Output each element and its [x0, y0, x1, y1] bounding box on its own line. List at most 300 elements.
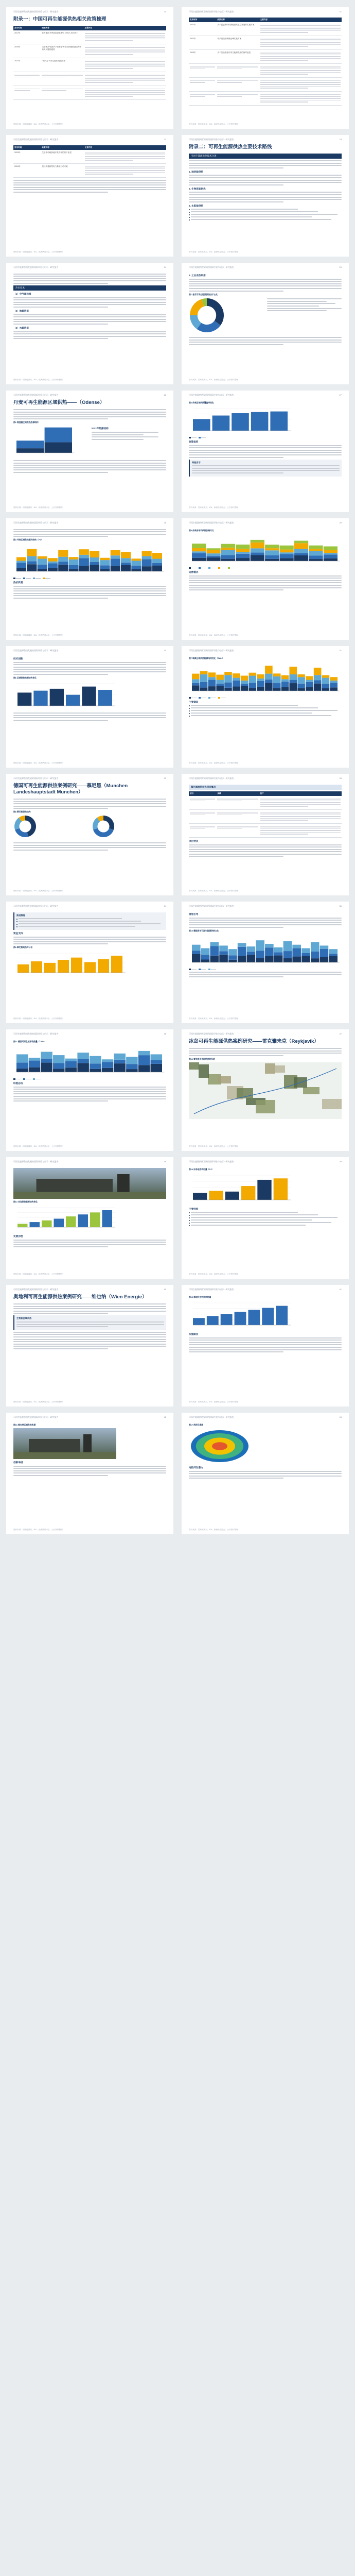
bar-segment [330, 687, 338, 691]
text-line [189, 922, 342, 923]
figure-note: 2022年热源结构 [91, 427, 109, 430]
page-header: 可再生能源供热发展的国际经验与启示 · 研究报告 [13, 1416, 59, 1418]
table-cell [13, 72, 41, 86]
page-content [189, 16, 342, 122]
text-line [189, 1344, 342, 1345]
page-footer: 资料来源：国家能源局、IEA、欧洲热泵协会、公开资料整理 [13, 123, 63, 125]
stacked-bar-chart [189, 661, 341, 694]
data-table [13, 145, 166, 178]
bar-segment [69, 557, 79, 560]
cell-text-line [42, 77, 66, 78]
cell-text-line [85, 82, 133, 83]
paragraph [189, 1048, 342, 1056]
bullet-list [16, 918, 164, 927]
munich-donut-1 [13, 815, 37, 838]
bar-segment [256, 951, 264, 958]
cell-text-line [260, 69, 341, 70]
text-line [189, 180, 342, 181]
text-line [189, 1055, 283, 1056]
bullet-item [189, 705, 342, 706]
bar-segment [265, 545, 279, 548]
bar-segment [265, 559, 279, 561]
bar-segment [236, 552, 250, 554]
photo-image [13, 1428, 116, 1459]
text-line [192, 465, 340, 466]
cell-text-line [217, 96, 241, 97]
page-header: 可再生能源供热发展的国际经验与启示 · 研究报告 [189, 138, 234, 141]
bar-segment [256, 958, 264, 962]
report-page [6, 135, 173, 257]
report-page [182, 1413, 349, 1534]
page-header: 可再生能源供热发展的国际经验与启示 · 研究报告 [13, 394, 59, 396]
table-header-cell: 规模 [216, 791, 259, 796]
section-heading: 创新举措 [13, 1461, 23, 1464]
text-line [189, 291, 283, 292]
chart-legend [13, 578, 166, 579]
bar-segment [311, 952, 319, 958]
page-content [13, 272, 166, 377]
bar-segment [206, 556, 220, 557]
bar-segment [280, 554, 294, 558]
legend-label-line [201, 698, 206, 699]
paragraph [189, 175, 342, 185]
table-row [189, 63, 342, 77]
table-cell [259, 809, 342, 823]
text-line [189, 1342, 342, 1343]
text-line [13, 717, 166, 718]
section-heading: 规划引导 [189, 913, 199, 916]
cell-text-line [217, 66, 258, 67]
bar-segment [48, 558, 58, 562]
report-page [182, 774, 349, 895]
bar-segment [265, 944, 274, 947]
legend-label-line [211, 568, 216, 569]
bar [33, 690, 47, 705]
paragraph [13, 662, 166, 675]
bar-segment [192, 548, 206, 551]
bullet-item [189, 1217, 342, 1218]
text-line [189, 927, 283, 928]
cell-text-line [85, 54, 133, 55]
bar [82, 686, 96, 705]
legend-item [189, 437, 197, 438]
text-line [13, 534, 166, 535]
page-header: 可再生能源供热发展的国际经验与启示 · 研究报告 [13, 1032, 59, 1035]
text-line [189, 194, 342, 195]
section-heading: 实施路径 [189, 1333, 199, 1335]
bar-segment [265, 674, 273, 680]
cell-text-line [217, 799, 258, 800]
text-line [16, 1321, 164, 1323]
text-line [13, 324, 108, 325]
bar-segment [247, 946, 256, 952]
legend-label-line [191, 568, 197, 569]
cell-text-line [190, 96, 205, 97]
report-page [6, 1157, 173, 1279]
page-header: 可再生能源供热发展的国际经验与启示 · 研究报告 [189, 1288, 234, 1291]
cell-text-line [85, 158, 165, 159]
text-line [13, 276, 166, 277]
section-heading: 1. 地热能供热 [189, 170, 204, 173]
page-footer: 资料来源：国家能源局、IEA、欧洲热泵协会、公开资料整理 [13, 762, 63, 764]
table-cell [84, 163, 166, 177]
chart-legend [189, 567, 342, 569]
bar-segment [236, 545, 250, 549]
text-line [13, 595, 166, 596]
bar [17, 964, 29, 973]
cell-text-line [190, 815, 205, 816]
bar-segment [297, 677, 305, 683]
bar-segment [100, 569, 110, 571]
text-line [189, 920, 342, 921]
legend-swatch [189, 437, 191, 438]
chart-notes [267, 297, 342, 336]
page-header: 可再生能源供热发展的国际经验与启示 · 研究报告 [189, 905, 234, 907]
text-line [189, 849, 342, 850]
section-bar: 可再生能源供热技术分类 [189, 154, 342, 159]
table-cell [259, 77, 342, 91]
cell-text-line [14, 77, 30, 78]
text-line [189, 856, 283, 857]
text-line [13, 1346, 166, 1347]
text-line [13, 465, 166, 466]
section-heading: 政策体系 [189, 440, 199, 443]
text-line [13, 529, 166, 530]
figure-caption: 图10 德国各州可再生能源供热占比 [189, 929, 219, 932]
cell-text-line [260, 830, 341, 831]
report-page [6, 518, 173, 640]
page-footer: 资料来源：国家能源局、IEA、欧洲热泵协会、公开资料整理 [13, 1273, 63, 1275]
bar-segment [90, 557, 99, 562]
cell-text-line [190, 94, 215, 95]
data-table [189, 18, 342, 106]
text-line [191, 209, 298, 210]
bar-segment [69, 569, 79, 572]
page-footer: 资料来源：国家能源局、IEA、欧洲热泵协会、公开资料整理 [13, 1145, 63, 1147]
text-line [189, 279, 342, 280]
text-line [13, 720, 108, 721]
table-cell [189, 36, 216, 49]
bar-segment [138, 1065, 150, 1072]
table-row [189, 49, 342, 63]
text-line [13, 1475, 108, 1476]
paragraph [189, 192, 342, 202]
legend-item [33, 1078, 41, 1080]
text-line [13, 1468, 166, 1469]
page-number: 30 [164, 649, 166, 652]
bar-segment [320, 949, 329, 957]
bar-segment [314, 684, 322, 691]
bar-segment [306, 680, 313, 682]
bar-segment [283, 951, 292, 958]
cell-text-line [190, 66, 215, 67]
bar-segment [38, 569, 47, 571]
bar-segment [221, 559, 235, 561]
text-line [13, 187, 166, 188]
bullet-item [189, 211, 342, 213]
cell-text-line [85, 160, 133, 161]
bar-segment [221, 544, 235, 548]
bar-segment [200, 688, 208, 691]
text-line [13, 333, 166, 334]
text-line [189, 851, 342, 852]
bullet-item [189, 216, 342, 218]
bar-segment [111, 566, 120, 571]
table-row [13, 150, 166, 163]
figure-caption: 图7 瑞典区域供热能源结构变化（TWh） [189, 657, 224, 659]
bar-segment [309, 551, 323, 555]
page-title: 德国可再生能源供热案例研究——慕尼黑（Munchen Landeshauptstadt Munchen） [13, 783, 128, 795]
bar-segment [238, 947, 246, 956]
bar-segment [90, 565, 99, 572]
table-cell [216, 77, 259, 91]
bar-segment [208, 686, 216, 691]
photo-graphic [13, 1168, 166, 1199]
legend-swatch [208, 697, 210, 699]
legend-label-line [230, 568, 236, 569]
tip-heading: 推进措施 [16, 914, 25, 917]
bar-segment [324, 547, 338, 550]
text-line [189, 1476, 342, 1477]
bar-segment [265, 947, 274, 956]
text-line [13, 662, 166, 663]
chart-notes [92, 425, 167, 459]
cell-text-line [260, 802, 341, 803]
legend-label-line [221, 568, 226, 569]
bar-segment [219, 955, 228, 962]
bar-segment [90, 1056, 101, 1064]
bullet-item [189, 219, 342, 221]
text-line [189, 288, 342, 289]
page-number: 34 [164, 905, 166, 907]
bar-segment [53, 1063, 64, 1069]
table-cell [189, 63, 216, 77]
page-content [189, 655, 342, 760]
bullet-dot-icon [189, 1212, 190, 1213]
text-line [13, 297, 166, 298]
text-line [13, 1091, 166, 1092]
bar-segment [53, 1055, 64, 1063]
bar-segment [292, 957, 301, 962]
text-line [189, 1340, 342, 1341]
report-page [182, 902, 349, 1023]
text-line [267, 308, 342, 309]
cell-text-line [260, 27, 341, 28]
legend-item [218, 567, 226, 569]
legend-item [199, 697, 206, 699]
page-number: 39 [339, 1160, 342, 1163]
bar-segment [228, 960, 237, 962]
bar-chart [189, 405, 292, 434]
bullet-item [189, 1219, 342, 1221]
legend-swatch [189, 969, 191, 970]
page-content [189, 1039, 342, 1144]
text-line [189, 197, 342, 198]
text-line [13, 842, 166, 843]
cell-text-line [85, 33, 165, 34]
page-header: 可再生能源供热发展的国际经验与启示 · 研究报告 [189, 649, 234, 652]
page-header: 可再生能源供热发展的国际经验与启示 · 研究报告 [13, 10, 59, 13]
bar-segment [330, 683, 338, 687]
bar-segment [247, 952, 256, 955]
cell-text-line [260, 828, 341, 829]
cell-text-line [260, 804, 341, 805]
table-cell [189, 823, 216, 837]
page-number: 41 [339, 1288, 342, 1291]
bar-segment [283, 958, 292, 962]
bullet-dot-icon [189, 1215, 190, 1216]
text-line [13, 192, 108, 193]
map-region [256, 1100, 275, 1113]
bar-segment [48, 568, 58, 571]
text-line [13, 180, 166, 181]
page-header: 可再生能源供热发展的国际经验与启示 · 研究报告 [189, 1160, 234, 1163]
cell-text-line [260, 74, 309, 75]
page-content [13, 400, 166, 505]
cell-text-line [260, 60, 309, 61]
text-line [189, 1471, 342, 1472]
bar-segment [314, 668, 322, 675]
bar-segment [201, 959, 210, 962]
table-row [189, 809, 342, 823]
bar-segment [309, 555, 323, 559]
bar-segment [151, 1064, 162, 1072]
text-line [13, 664, 166, 665]
table-cell [41, 163, 83, 177]
table-cell [259, 63, 342, 77]
report-page [6, 1029, 173, 1151]
bar-segment [206, 550, 220, 553]
page-number: 29 [339, 521, 342, 524]
table-cell-text: 加快构建新型电力系统行动方案 [42, 165, 68, 167]
paragraph [13, 409, 166, 419]
text-line [16, 1326, 108, 1327]
text-line [189, 582, 342, 583]
text-line [13, 416, 166, 417]
bar-segment [330, 677, 338, 681]
bar-segment [301, 956, 310, 962]
stacked-bar-chart [189, 533, 341, 564]
bar-segment [16, 1069, 28, 1072]
bar-segment [241, 676, 248, 681]
bar-segment [309, 549, 323, 551]
table-cell [13, 86, 41, 99]
legend-label-line [36, 1079, 41, 1080]
text-line [267, 306, 319, 307]
legend-swatch [33, 1078, 35, 1080]
cell-text-line [260, 86, 341, 87]
text-line [13, 808, 108, 809]
bar-segment [27, 556, 37, 562]
bar-segment [121, 563, 131, 565]
section-heading: 主要经验 [189, 1208, 199, 1210]
figure-caption: 图14 冰岛地热利用量（PJ） [189, 1168, 214, 1171]
paragraph [13, 1087, 166, 1102]
section-heading: （2）地源热泵 [13, 309, 29, 312]
text-line [13, 593, 166, 594]
bar-segment [90, 1063, 101, 1069]
pie-slice [103, 816, 114, 829]
section-heading: 地热开发潜力 [189, 1466, 203, 1469]
cell-text-line [217, 828, 241, 829]
cell-text-line [85, 89, 165, 90]
chart-box [13, 815, 88, 841]
table-cell-text: “十四五”可再生能源发展规划 [42, 59, 65, 62]
page-footer: 资料来源：国家能源局、IEA、欧洲热泵协会、公开资料整理 [13, 379, 63, 381]
text-line [13, 1470, 166, 1471]
chart-legend [189, 969, 342, 970]
bar-segment [329, 954, 338, 956]
table-cell [84, 72, 166, 86]
bar-segment [247, 955, 256, 962]
bar-segment [294, 543, 308, 549]
bar-segment [324, 550, 338, 553]
cell-text-line [260, 101, 309, 103]
figure-caption: 图15 奥地利生物质供热量 [189, 1296, 211, 1298]
bar [212, 416, 230, 431]
stacked-bar-chart [13, 425, 75, 456]
page-content [13, 144, 166, 249]
cell-text-line [85, 47, 165, 48]
cell-text-line [260, 812, 341, 814]
pie-slice [207, 298, 224, 325]
cell-text-line [85, 152, 165, 154]
text-line [13, 1466, 166, 1467]
text-line [13, 1313, 108, 1314]
text-line [13, 806, 166, 807]
bullet-item [189, 715, 342, 717]
bar-segment [65, 1061, 77, 1067]
text-line [189, 445, 342, 446]
bar [30, 1222, 40, 1227]
bar-segment [131, 559, 141, 561]
legend-swatch [23, 1078, 25, 1080]
text-line [189, 177, 342, 178]
cell-text-line [260, 82, 341, 83]
bar-segment [48, 562, 58, 564]
bar-segment [233, 678, 240, 681]
bar-segment [100, 558, 110, 560]
page-number: 42 [164, 1416, 166, 1418]
page-footer: 资料来源：国家能源局、IEA、欧洲热泵协会、公开资料整理 [13, 251, 63, 253]
table-header-cell: 投产 [259, 791, 342, 796]
bar-segment [241, 686, 248, 691]
page-footer: 资料来源：国家能源局、IEA、欧洲热泵协会、公开资料整理 [13, 506, 63, 509]
paragraph [189, 844, 342, 857]
paragraph [13, 586, 166, 599]
bar [78, 1214, 88, 1227]
page-content [13, 655, 166, 760]
text-line [13, 674, 108, 675]
cell-text-line [217, 94, 258, 95]
bullet-dot-icon [189, 1225, 190, 1226]
section-heading: 经验总结 [13, 1082, 23, 1084]
bar-segment [114, 1054, 125, 1060]
bullet-item [189, 1225, 342, 1226]
map-region [218, 1076, 231, 1083]
table-cell [13, 150, 41, 163]
section-heading: 2. 生物质能供热 [189, 187, 206, 190]
bullet-item [189, 214, 342, 215]
building-shape [37, 1179, 113, 1193]
text-line [189, 165, 342, 166]
text-line [13, 283, 108, 284]
paragraph [13, 314, 166, 325]
section-heading: 运营模式 [189, 571, 199, 573]
text-line [13, 472, 108, 473]
bar-segment [233, 673, 240, 677]
bar-segment [280, 550, 294, 553]
